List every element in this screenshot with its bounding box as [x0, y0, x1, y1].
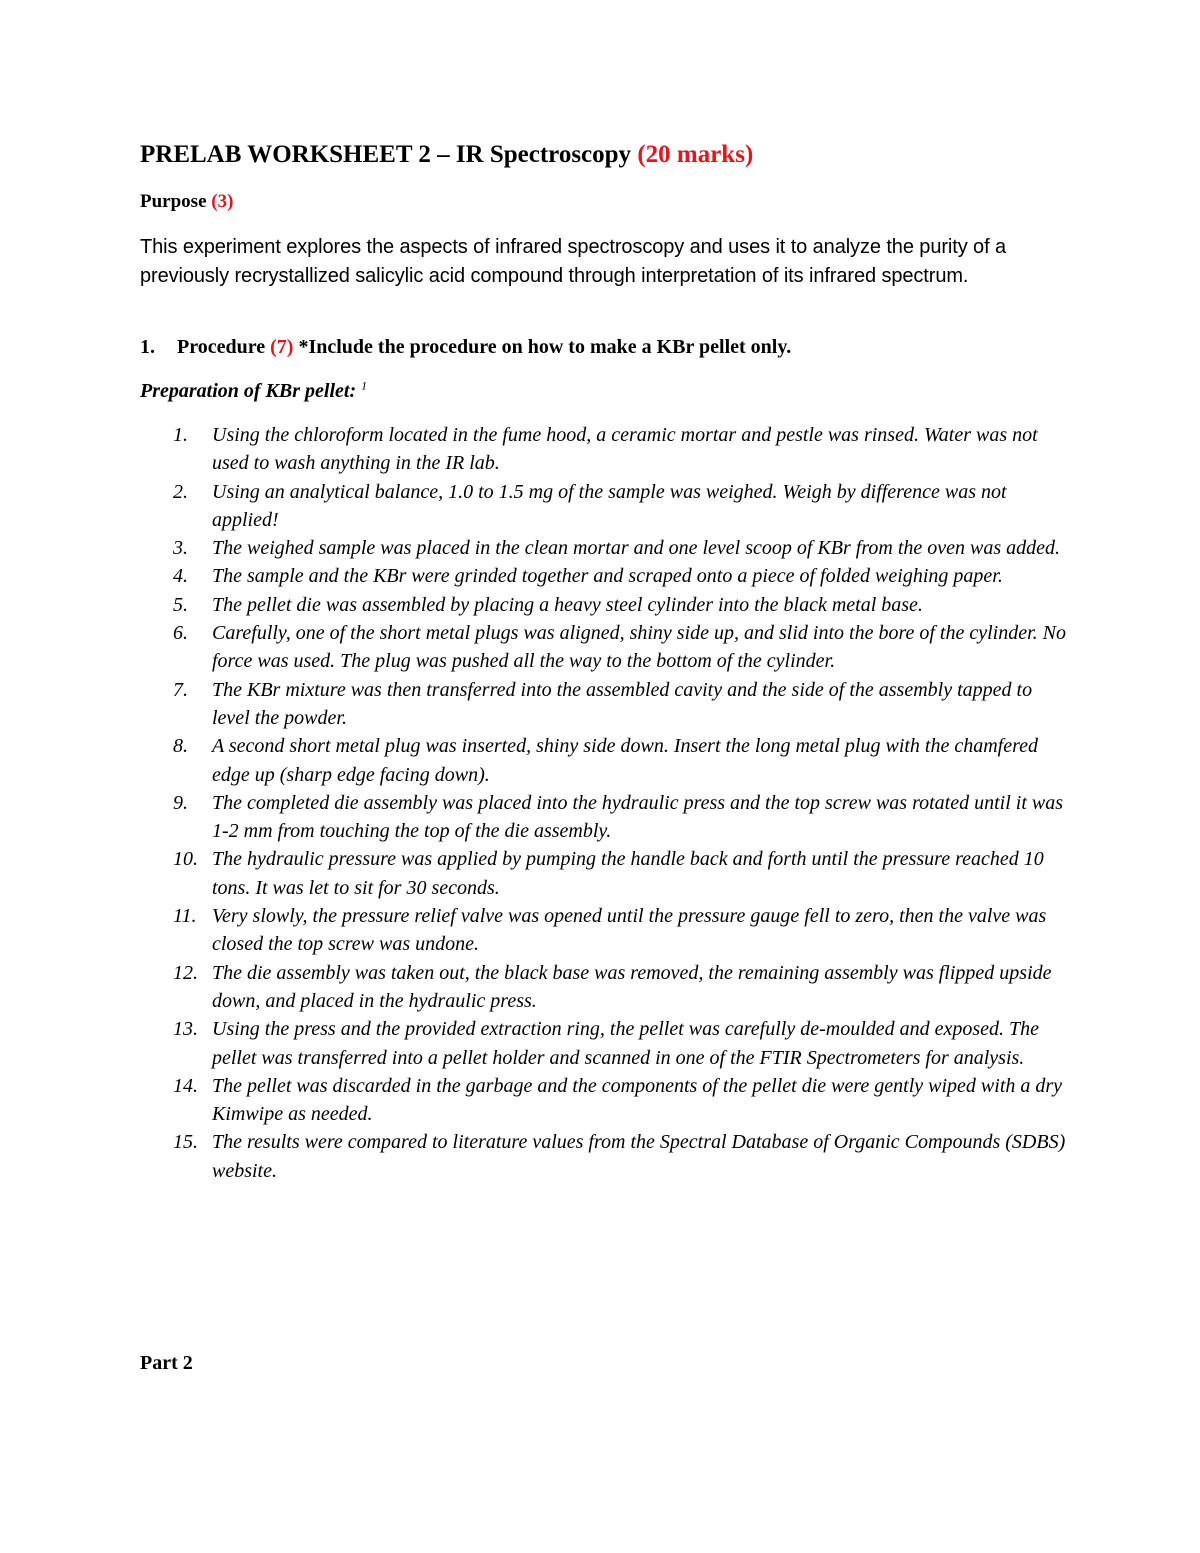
footnote-marker: 1: [361, 378, 368, 393]
procedure-step: [140, 562, 1070, 590]
step-number: 15.: [173, 1131, 198, 1154]
step-number: 14.: [173, 1074, 198, 1097]
procedure-step: [140, 534, 1070, 562]
procedure-steps-list: [140, 421, 1070, 1185]
procedure-step: [140, 619, 1070, 676]
step-text: The pellet die was assembled by placing a heavy steel cylinder into the black metal base.: [212, 593, 923, 616]
procedure-note: *Include the procedure on how to make a KBr pellet only.: [293, 336, 792, 358]
step-text: The completed die assembly was placed into the hydraulic press and the top screw was rotated until it was 1-2 mm from touching the top of the die assembly.: [212, 791, 1064, 843]
procedure-heading: [140, 335, 791, 359]
purpose-marks: (3): [211, 191, 234, 212]
purpose-paragraph: This experiment explores the aspects of infrared spectroscopy and uses it to analyze the purity of a previously recrystallized salicylic acid compound through interpretation of its infrared spectrum.: [140, 236, 1007, 287]
preparation-heading-text: Preparation of KBr pellet:: [140, 380, 357, 402]
step-number: 6.: [173, 622, 188, 645]
step-number: 4.: [173, 565, 188, 588]
procedure-step: [140, 959, 1070, 1016]
step-text: The pellet was discarded in the garbage and the components of the pellet die were gently wiped with a dry Kimwipe as needed.: [212, 1074, 1063, 1126]
step-number: 8.: [173, 735, 188, 758]
procedure-number: 1.: [140, 336, 155, 358]
step-text: Using the press and the provided extraction ring, the pellet was carefully de-moulded and exposed. The pellet was transferred into a pellet holder and scanned in one of the FTIR Spectrometers for analysis.: [212, 1018, 1040, 1069]
procedure-label: Procedure: [177, 336, 271, 358]
step-text: Using the chloroform located in the fume hood, a ceramic mortar and pestle was rinsed. Water was not used to wash anything in the IR lab.: [212, 424, 1038, 475]
procedure-step: [140, 845, 1070, 902]
preparation-heading: [140, 379, 367, 403]
procedure-step: [140, 591, 1070, 619]
step-number: 3.: [173, 537, 188, 560]
step-text: Using an analytical balance, 1.0 to 1.5 mg of the sample was weighed. Weigh by difference was not applied!: [212, 480, 1007, 531]
step-number: 2.: [173, 480, 188, 503]
step-number: 13.: [173, 1018, 198, 1041]
procedure-marks: (7): [270, 336, 294, 358]
procedure-step: [140, 732, 1070, 789]
step-number: 11.: [173, 905, 197, 928]
page-title: [140, 140, 753, 170]
purpose-heading: [140, 191, 233, 214]
step-text: The sample and the KBr were grinded together and scraped onto a piece of folded weighing paper.: [212, 565, 1003, 588]
procedure-step: [140, 478, 1070, 535]
step-number: 9.: [173, 791, 188, 814]
title-text: PRELAB WORKSHEET 2 – IR Spectroscopy: [140, 141, 638, 168]
step-number: 1.: [173, 424, 188, 446]
step-number: 7.: [173, 678, 188, 701]
purpose-label: Purpose: [140, 191, 212, 212]
step-text: The results were compared to literature values from the Spectral Database of Organic Compounds (SDBS) website.: [212, 1131, 1066, 1182]
procedure-step: [140, 789, 1070, 846]
step-text: The hydraulic pressure was applied by pumping the handle back and forth until the pressure reached 10 tons. It was let to sit for 30 seconds.: [212, 848, 1044, 899]
step-number: 12.: [173, 961, 198, 984]
step-text: Very slowly, the pressure relief valve was opened until the pressure gauge fell to zero, then the valve was closed the top screw was undone.: [212, 905, 1047, 956]
step-text: A second short metal plug was inserted, shiny side down. Insert the long metal plug with the chamfered edge up (sharp edge facing down).: [212, 735, 1039, 786]
title-marks: (20 marks): [637, 141, 754, 168]
step-text: Carefully, one of the short metal plugs was aligned, shiny side up, and slid into the bore of the cylinder. No force was used. The plug was pushed all the way to the bottom of the cylinder.: [212, 622, 1067, 673]
procedure-step: [140, 676, 1070, 733]
procedure-step: [140, 1072, 1070, 1129]
procedure-step: [140, 1128, 1070, 1185]
step-text: The KBr mixture was then transferred into the assembled cavity and the side of the assembly tapped to level the powder.: [212, 678, 1033, 729]
step-number: 10.: [173, 848, 198, 871]
part-2-heading: Part 2: [140, 1352, 193, 1374]
step-number: 5.: [173, 593, 188, 616]
step-text: The weighed sample was placed in the clean mortar and one level scoop of KBr from the oven was added.: [212, 537, 1061, 560]
procedure-step: [140, 902, 1070, 959]
procedure-step: [140, 421, 1070, 478]
procedure-step: [140, 1015, 1070, 1072]
step-text: The die assembly was taken out, the black base was removed, the remaining assembly was flipped upside down, and placed in the hydraulic press.: [212, 961, 1052, 1012]
